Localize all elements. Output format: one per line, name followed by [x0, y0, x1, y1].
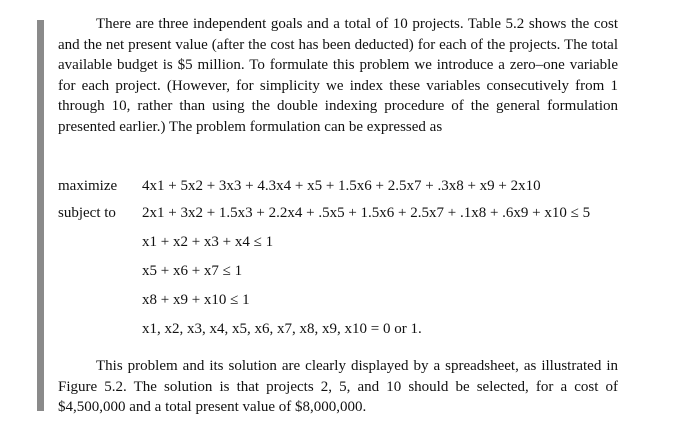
goal-2-constraint: x5 + x6 + x7 ≤ 1 — [142, 263, 243, 279]
objective-label: maximize — [58, 178, 118, 194]
constraints-label: subject to — [58, 205, 116, 221]
solution-paragraph: This problem and its solution are clearly displayed by a spreadsheet, as illustrated in Figure 5.2. The solution is that projects 2, 5, and 10 should be selected, for a cost of $4,500,000 and a total present value of $8,000,000. — [58, 358, 618, 415]
goal-1-constraint: x1 + x2 + x3 + x4 ≤ 1 — [142, 234, 274, 250]
objective-function: 4x1 + 5x2 + 3x3 + 4.3x4 + x5 + 1.5x6 + 2.5x7 + .3x8 + x9 + 2x10 — [142, 178, 541, 194]
goal-3-constraint: x8 + x9 + x10 ≤ 1 — [142, 292, 250, 308]
intro-paragraph: There are three independent goals and a total of 10 projects. Table 5.2 shows the cost and the net present value (after the cost has been deducted) for each of the projects. The total available budget is $5 million. To formulate this problem we introduce a zero–one variable for each project. (However, for simplicity we index these variables consecutively from 1 through 10, rather than using the double indexing procedure of the general formulation presented earlier.) The problem formulation can be expressed as — [58, 16, 618, 135]
budget-constraint: 2x1 + 3x2 + 1.5x3 + 2.2x4 + .5x5 + 1.5x6 + 2.5x7 + .1x8 + .6x9 + x10 ≤ 5 — [142, 205, 591, 221]
margin-bar — [37, 20, 44, 411]
binary-constraint: x1, x2, x3, x4, x5, x6, x7, x8, x9, x10 = 0 or 1. — [142, 321, 422, 337]
